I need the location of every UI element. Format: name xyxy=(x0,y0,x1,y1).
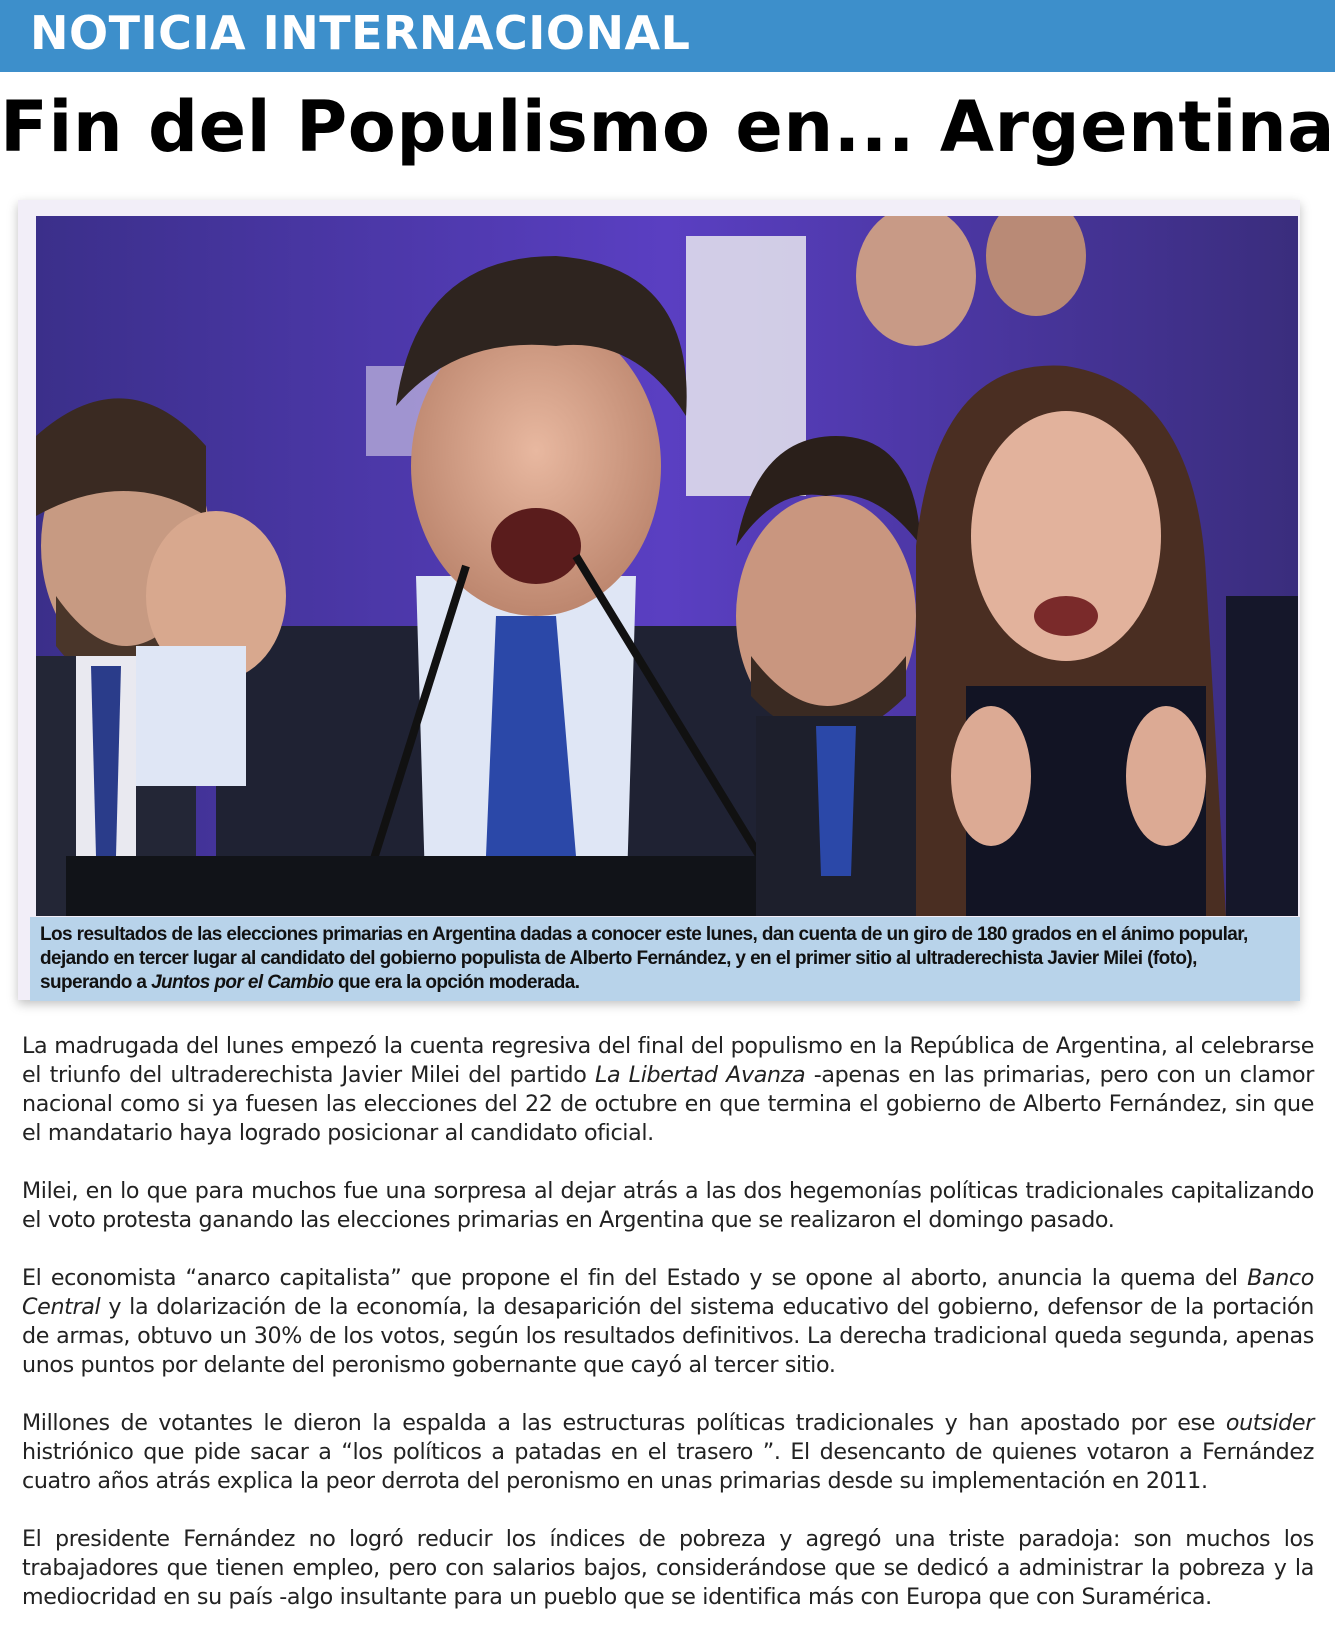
article-paragraph xyxy=(22,1409,1314,1496)
paragraph-text: El economista “anarco capitalista” que propone el fin del Estado y se opone al aborto, anuncia la quema del xyxy=(22,1265,1248,1291)
paragraph-text: histriónico que pide sacar a “los políticos a patadas en el trasero ”. El desencanto de quienes votaron a Fernández cuatro años atrás explica la peor derrota del peronismo en unas primarias desde su implementación en 2011. xyxy=(22,1439,1314,1494)
headline: Fin del Populismo en... Argentina xyxy=(0,86,1335,168)
section-label: NOTICIA INTERNACIONAL xyxy=(30,6,691,60)
article-paragraph xyxy=(22,1264,1314,1380)
emphasis-word: outsider xyxy=(1225,1410,1314,1436)
caption-text: Los resultados de las elecciones primarias en Argentina dadas a conocer este lunes, dan cuenta de un giro de 180 grados en el ánimo popular, dejando en tercer lugar al candidato del gobierno populista de Alberto Fernández, y en el primer sitio al ultraderechista Javier Milei (foto), superando a xyxy=(40,924,1248,993)
article-paragraph: El presidente Fernández no logró reducir los índices de pobreza y agregó una triste paradoja: son muchos los trabajadores que tienen empleo, pero con salarios bajos, considerándose que se dedicó a administrar la pobreza y la mediocridad en su país -algo insultante para un pueblo que se identifica más con Europa que con Suramérica. xyxy=(22,1526,1314,1610)
article-paragraph xyxy=(22,1032,1314,1148)
photo-illustration xyxy=(36,216,1298,916)
caption-italic: Juntos por el Cambio xyxy=(151,972,334,993)
section-banner xyxy=(0,0,1335,72)
party-name: La Libertad Avanza xyxy=(594,1062,806,1088)
article-paragraph: Milei, en lo que para muchos fue una sorpresa al dejar atrás a las dos hegemonías políticas tradicionales capitalizando el voto protesta ganando las elecciones primarias en Argentina que se realizaron el domingo pasado. xyxy=(22,1178,1314,1233)
institution-name: Banco Central xyxy=(22,1265,1314,1320)
photo-caption xyxy=(30,917,1300,1001)
caption-text-end: que era la opción moderada. xyxy=(333,972,580,993)
article-body xyxy=(22,1032,1314,1641)
paragraph-text: -apenas en las primarias, pero con un clamor nacional como si ya fuesen las elecciones del 22 de octubre en que termina el gobierno de Alberto Fernández, sin que el mandatario haya logrado posicionar al candidato oficial. xyxy=(22,1062,1314,1146)
paragraph-text: y la dolarización de la economía, la desaparición del sistema educativo del gobierno, defensor de la portación de armas, obtuvo un 30% de los votos, según los resultados definitivos. La derecha tradicional queda segunda, apenas unos puntos por delante del peronismo gobernante que cayó al tercer sitio. xyxy=(22,1294,1314,1378)
news-photo xyxy=(36,216,1298,916)
paragraph-text: Millones de votantes le dieron la espalda a las estructuras políticas tradicionales y han apostado por ese xyxy=(22,1410,1226,1436)
paragraph-text: La madrugada del lunes empezó la cuenta regresiva del final del populismo en la República de Argentina, al celebrarse el triunfo del ultraderechista Javier Milei del partido xyxy=(22,1033,1314,1088)
